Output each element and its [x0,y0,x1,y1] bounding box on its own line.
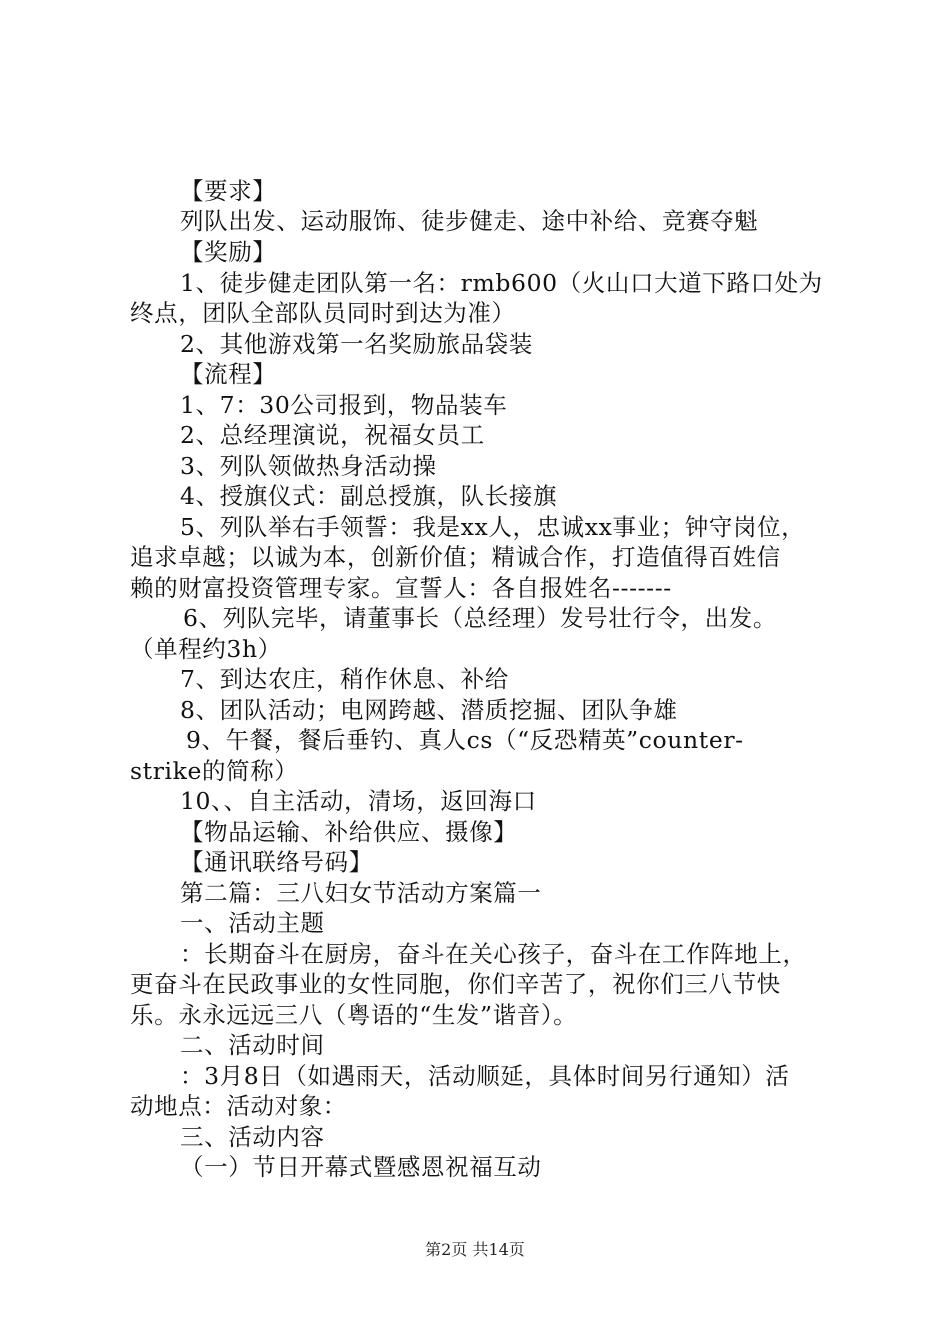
list-item: 7、到达农庄，稍作休息、补给 [180,665,509,693]
paragraph-line: 终点，团队全部队员同时到达为准） [130,299,516,327]
paragraph-line: ：长期奋斗在厨房，奋斗在关心孩子，奋斗在工作阵地上， [180,940,807,968]
section-heading: 一、活动主题 [180,909,325,937]
list-item: 1、7：30公司报到，物品装车 [180,391,508,419]
section-heading: 【要求】 [180,177,277,205]
list-item: 2、总经理演说，祝福女员工 [180,421,485,449]
chapter-title: 第二篇：三八妇女节活动方案篇一 [180,879,542,907]
paragraph-line: ：3月8日（如遇雨天，活动顺延，具体时间另行通知）活 [180,1062,790,1090]
list-item: 6、列队完毕，请董事长（总经理）发号壮行令，出发。 [183,604,777,632]
list-item: 10、、自主活动，清场，返回海口 [180,787,537,815]
list-item: 5、列队举右手领誓：我是xx人，忠诚xx事业；钟守岗位， [180,513,806,541]
list-item: 4、授旗仪式：副总授旗，队长接旗 [180,482,558,510]
paragraph-line: 追求卓越；以诚为本，创新价值；精诚合作，打造值得百姓信 [130,543,781,571]
paragraph-line: 更奋斗在民政事业的女性同胞，你们辛苦了，祝你们三八节快 [130,970,781,998]
paragraph-line: 动地点：活动对象： [130,1092,347,1120]
section-heading: 二、活动时间 [180,1031,325,1059]
list-item: 9、午餐，餐后垂钓、真人cs（“反恐精英”counter- [186,726,744,754]
paragraph-line: strike的简称） [130,757,299,785]
page-number: 第2页 共14页 [425,1240,525,1259]
section-heading: 三、活动内容 [180,1123,325,1151]
section-heading: 【流程】 [180,360,277,388]
subsection-heading: （一）节日开幕式暨感恩祝福互动 [180,1153,542,1181]
list-item: 3、列队领做热身活动操 [180,452,437,480]
paragraph-line: 赖的财富投资管理专家。宣誓人：各自报姓名------- [130,574,672,602]
paragraph-line: 乐。永永远远三八（粤语的“生发”谐音）。 [130,1001,578,1029]
list-item: 1、徒步健走团队第一名：rmb600（火山口大道下路口处为 [180,269,823,297]
list-item: 8、团队活动；电网跨越、潜质挖掘、团队争雄 [180,696,678,724]
section-heading: 【物品运输、补给供应、摄像】 [180,818,518,846]
list-item: 2、其他游戏第一名奖励旅品袋装 [180,330,533,358]
paragraph-line: 列队出发、运动服饰、徒步健走、途中补给、竞赛夺魁 [180,207,759,235]
section-heading: 【奖励】 [180,238,277,266]
paragraph-line: （单程约3h） [130,635,282,663]
section-heading: 【通讯联络号码】 [180,848,373,876]
